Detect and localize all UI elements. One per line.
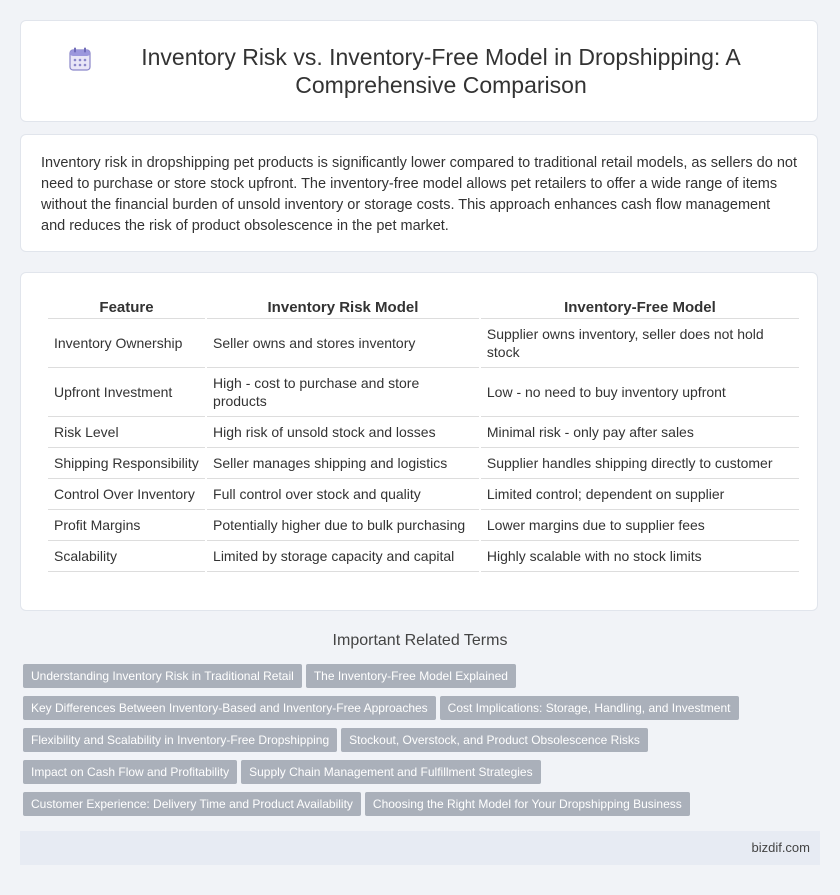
table-row xyxy=(48,448,799,479)
table-row xyxy=(48,510,799,541)
cell-free: Low - no need to buy inventory upfront xyxy=(481,368,799,417)
cell-free: Limited control; dependent on supplier xyxy=(481,479,799,510)
related-term-tag[interactable]: Key Differences Between Inventory-Based and Inventory-Free Approaches xyxy=(23,696,436,720)
cell-risk: High - cost to purchase and store products xyxy=(207,368,479,417)
table-row xyxy=(48,368,799,417)
header-feature: Feature xyxy=(48,293,205,319)
cell-feature: Inventory Ownership xyxy=(48,319,205,368)
cell-feature: Upfront Investment xyxy=(48,368,205,417)
related-term-tag[interactable]: Stockout, Overstock, and Product Obsolescence Risks xyxy=(341,728,648,752)
page-title: Inventory Risk vs. Inventory-Free Model in Dropshipping: A Comprehensive Comparison xyxy=(141,44,741,98)
footer-site-name[interactable]: bizdif.com xyxy=(751,840,810,855)
cell-risk: High risk of unsold stock and losses xyxy=(207,417,479,448)
related-term-tag[interactable]: The Inventory-Free Model Explained xyxy=(306,664,516,688)
cell-risk: Seller manages shipping and logistics xyxy=(207,448,479,479)
cell-risk: Limited by storage capacity and capital xyxy=(207,541,479,572)
table-header-row xyxy=(48,293,799,319)
related-term-tag[interactable]: Understanding Inventory Risk in Traditional Retail xyxy=(23,664,302,688)
cell-feature: Shipping Responsibility xyxy=(48,448,205,479)
related-term-tag[interactable]: Impact on Cash Flow and Profitability xyxy=(23,760,237,784)
cell-risk: Potentially higher due to bulk purchasing xyxy=(207,510,479,541)
intro-card xyxy=(20,134,818,252)
table-row xyxy=(48,417,799,448)
related-term-tag[interactable]: Customer Experience: Delivery Time and Product Availability xyxy=(23,792,361,816)
cell-free: Supplier owns inventory, seller does not hold stock xyxy=(481,319,799,368)
related-term-tag[interactable]: Flexibility and Scalability in Inventory-Free Dropshipping xyxy=(23,728,337,752)
comparison-table-card xyxy=(20,272,818,611)
related-terms-title: Important Related Terms xyxy=(332,632,508,649)
related-term-tag[interactable]: Supply Chain Management and Fulfillment Strategies xyxy=(241,760,541,784)
title-wrap xyxy=(69,43,769,99)
footer xyxy=(20,831,820,865)
cell-feature: Control Over Inventory xyxy=(48,479,205,510)
cell-risk: Seller owns and stores inventory xyxy=(207,319,479,368)
cell-free: Highly scalable with no stock limits xyxy=(481,541,799,572)
header-inventory-risk: Inventory Risk Model xyxy=(207,293,479,319)
table-row xyxy=(48,541,799,572)
cell-risk: Full control over stock and quality xyxy=(207,479,479,510)
cell-free: Lower margins due to supplier fees xyxy=(481,510,799,541)
cell-free: Supplier handles shipping directly to customer xyxy=(481,448,799,479)
cell-feature: Profit Margins xyxy=(48,510,205,541)
cell-feature: Risk Level xyxy=(48,417,205,448)
title-card xyxy=(20,20,818,122)
cell-free: Minimal risk - only pay after sales xyxy=(481,417,799,448)
cell-feature: Scalability xyxy=(48,541,205,572)
related-term-tag[interactable]: Cost Implications: Storage, Handling, and Investment xyxy=(440,696,739,720)
calendar-icon xyxy=(69,47,91,71)
intro-paragraph: Inventory risk in dropshipping pet products is significantly lower compared to traditional retail models, as sellers do not need to purchase or store stock upfront. The inventory-free model allows pet retailers to offer a wide range of items without the financial burden of unsold inventory or storage costs. This approach enhances cash flow management and reduces the risk of product obsolescence in the pet market. xyxy=(41,155,797,234)
related-terms-list xyxy=(23,664,823,824)
header-inventory-free: Inventory-Free Model xyxy=(481,293,799,319)
related-term-tag[interactable]: Choosing the Right Model for Your Dropshipping Business xyxy=(365,792,690,816)
table-row xyxy=(48,479,799,510)
comparison-table xyxy=(46,293,801,572)
table-row xyxy=(48,319,799,368)
